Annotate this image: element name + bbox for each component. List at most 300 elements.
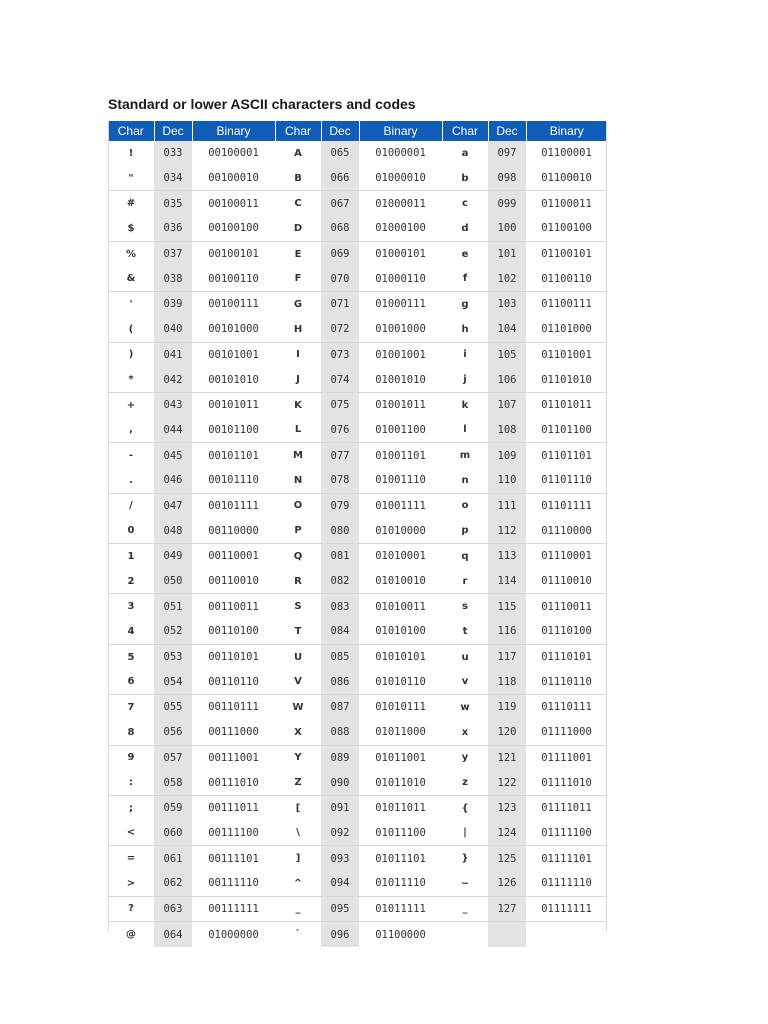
dec-cell: 093 [321, 846, 359, 871]
binary-cell: 00110001 [192, 544, 275, 569]
dec-cell: 122 [488, 770, 526, 795]
dec-cell: 074 [321, 367, 359, 392]
char-cell: s [442, 594, 488, 619]
char-cell: S [275, 594, 321, 619]
char-cell: / [108, 493, 154, 518]
char-cell: 3 [108, 594, 154, 619]
char-cell: U [275, 644, 321, 669]
dec-cell: 076 [321, 418, 359, 443]
dec-cell: 114 [488, 569, 526, 594]
dec-cell: 121 [488, 745, 526, 770]
dec-cell: 104 [488, 317, 526, 342]
binary-cell: 01101001 [526, 342, 607, 367]
dec-cell: 091 [321, 795, 359, 820]
dec-cell: 078 [321, 468, 359, 493]
char-cell: D [293, 222, 303, 234]
char-cell: p [461, 525, 469, 537]
column-header-char: Char [442, 121, 488, 141]
binary-cell: 01111011 [526, 795, 607, 820]
dec-cell: 036 [154, 216, 192, 241]
table-row [108, 216, 607, 241]
char-cell: t [462, 625, 468, 637]
table-row [108, 770, 607, 795]
table-row [108, 166, 607, 191]
char-cell: R [294, 575, 302, 587]
binary-cell: 01100000 [359, 922, 442, 947]
dec-cell: 090 [321, 770, 359, 795]
table-row [108, 443, 607, 468]
binary-cell: 01110010 [541, 575, 592, 588]
char-cell: x [461, 726, 469, 738]
table-header-row [108, 121, 607, 141]
char-cell: \ [296, 827, 300, 839]
binary-cell: 00110101 [192, 644, 275, 669]
dec-cell: 083 [321, 594, 359, 619]
binary-cell: 01011111 [359, 896, 442, 922]
dec-cell: 053 [154, 644, 192, 669]
dec-cell: 057 [154, 745, 192, 770]
char-cell: $ [127, 222, 135, 234]
char-cell: 4 [127, 625, 135, 637]
binary-cell: 01101101 [526, 443, 607, 468]
char-cell: n [461, 474, 469, 486]
binary-cell: 00111101 [192, 846, 275, 871]
char-cell: G [275, 292, 321, 317]
table-row [108, 644, 607, 669]
binary-cell: 01010111 [359, 695, 442, 720]
char-cell: f [462, 273, 468, 285]
char-cell: + [108, 392, 154, 417]
binary-cell: 01110110 [541, 675, 592, 688]
dec-cell: 042 [154, 367, 192, 392]
dec-cell: 038 [154, 266, 192, 291]
binary-cell: 00101001 [192, 342, 275, 367]
char-cell: } [442, 846, 488, 871]
char-cell: > [126, 877, 136, 889]
binary-cell: 00100001 [208, 147, 259, 160]
dec-cell: 035 [154, 191, 192, 216]
char-cell: 7 [108, 695, 154, 720]
char-cell: @ [108, 922, 154, 947]
dec-cell: 045 [154, 443, 192, 468]
dec-cell: 051 [154, 594, 192, 619]
char-cell: 2 [127, 575, 135, 587]
dec-cell: 125 [488, 846, 526, 871]
binary-cell: 01110101 [526, 644, 607, 669]
dec-cell: 063 [154, 896, 192, 922]
table-row [108, 669, 607, 694]
binary-cell: 00100110 [208, 272, 259, 285]
dec-cell: 052 [154, 619, 192, 644]
binary-cell: 01011000 [375, 726, 426, 739]
dec-cell: 116 [488, 619, 526, 644]
column-header-dec: Dec [488, 121, 526, 141]
char-cell: H [293, 323, 303, 335]
char-cell: < [126, 827, 136, 839]
binary-cell: 01111110 [541, 877, 592, 890]
dec-cell: 119 [488, 695, 526, 720]
binary-cell: 01001001 [359, 342, 442, 367]
binary-cell: 01001000 [375, 323, 426, 336]
char-cell: r [462, 575, 468, 587]
dec-cell: 033 [154, 141, 192, 166]
char-cell: 5 [108, 644, 154, 669]
char-cell: B [294, 172, 302, 184]
char-cell: 8 [127, 726, 135, 738]
binary-cell: 00101100 [208, 423, 259, 436]
table-row [108, 569, 607, 594]
table-row [108, 518, 607, 543]
dec-cell: 070 [321, 266, 359, 291]
char-cell: ? [108, 896, 154, 922]
binary-cell: 00100010 [208, 172, 259, 185]
binary-cell: 01000101 [359, 241, 442, 266]
binary-cell: 00101111 [192, 493, 275, 518]
char-cell: ` [275, 922, 321, 947]
char-cell: o [442, 493, 488, 518]
binary-cell: 00100111 [192, 292, 275, 317]
dec-cell: 044 [154, 418, 192, 443]
char-cell: L [294, 424, 302, 436]
char-cell: - [108, 443, 154, 468]
char-cell: I [275, 342, 321, 367]
dec-cell: 060 [154, 821, 192, 846]
char-cell: Z [294, 777, 302, 789]
binary-cell: 00100101 [192, 241, 275, 266]
char-cell: l [463, 424, 467, 436]
dec-cell: 094 [321, 871, 359, 896]
binary-cell: 01011001 [359, 745, 442, 770]
dec-cell: 092 [321, 821, 359, 846]
dec-cell: 080 [321, 518, 359, 543]
char-cell: | [463, 827, 467, 839]
binary-cell [526, 922, 607, 947]
binary-cell: 01001111 [359, 493, 442, 518]
table-row [108, 342, 607, 367]
table-row [108, 241, 607, 266]
dec-cell: 100 [488, 216, 526, 241]
char-cell: ! [128, 147, 134, 159]
binary-cell: 01010101 [359, 644, 442, 669]
binary-cell: 01011011 [359, 795, 442, 820]
dec-cell: 108 [488, 418, 526, 443]
binary-cell: 01000000 [192, 922, 275, 947]
dec-cell: 071 [321, 292, 359, 317]
char-cell: 6 [127, 676, 135, 688]
column-header-binary: Binary [192, 121, 275, 141]
dec-cell: 097 [488, 141, 526, 166]
table-row [108, 896, 607, 922]
dec-cell: 067 [321, 191, 359, 216]
char-cell: v [461, 676, 469, 688]
dec-cell: 118 [488, 669, 526, 694]
binary-cell: 01100111 [526, 292, 607, 317]
dec-cell: 120 [488, 720, 526, 745]
binary-cell: 01111010 [541, 776, 592, 789]
binary-cell: 00110100 [208, 625, 259, 638]
char-cell: ( [128, 323, 134, 335]
binary-cell: 00101101 [192, 443, 275, 468]
char-cell: 1 [108, 544, 154, 569]
char-cell: 0 [127, 525, 135, 537]
dec-cell: 039 [154, 292, 192, 317]
dec-cell: 058 [154, 770, 192, 795]
binary-cell: 01001011 [359, 392, 442, 417]
dec-cell: 049 [154, 544, 192, 569]
dec-cell: 095 [321, 896, 359, 922]
binary-cell: 01101110 [541, 474, 592, 487]
table-body [108, 141, 607, 947]
binary-cell: 01010010 [375, 575, 426, 588]
dec-cell: 098 [488, 166, 526, 191]
char-cell: Y [275, 745, 321, 770]
table-row [108, 720, 607, 745]
binary-cell: 01101111 [526, 493, 607, 518]
char-cell: : [129, 777, 133, 789]
char-cell: u [442, 644, 488, 669]
binary-cell: 01111000 [541, 726, 592, 739]
dec-cell: 047 [154, 493, 192, 518]
dec-cell: 054 [154, 669, 192, 694]
table-row [108, 544, 607, 569]
binary-cell: 00110010 [208, 575, 259, 588]
char-cell: C [275, 191, 321, 216]
binary-cell: 01110000 [541, 524, 592, 537]
column-header-dec: Dec [154, 121, 192, 141]
dec-cell: 115 [488, 594, 526, 619]
binary-cell: 01010011 [359, 594, 442, 619]
char-cell: 9 [108, 745, 154, 770]
table-row [108, 795, 607, 820]
char-cell: ; [108, 795, 154, 820]
binary-cell: 01011110 [375, 877, 426, 890]
binary-cell: 00101110 [208, 474, 259, 487]
dec-cell: 043 [154, 392, 192, 417]
char-cell: V [294, 676, 302, 688]
char-cell: m [442, 443, 488, 468]
binary-cell: 00101011 [192, 392, 275, 417]
char-cell: _ [275, 896, 321, 922]
char-cell: d [461, 222, 469, 234]
binary-cell: 01011100 [375, 826, 426, 839]
binary-cell: 01001110 [375, 474, 426, 487]
char-cell: X [294, 726, 302, 738]
table-row [108, 871, 607, 896]
dec-cell: 046 [154, 468, 192, 493]
char-cell: { [442, 795, 488, 820]
binary-cell: 01001010 [375, 373, 426, 386]
dec-cell: 111 [488, 493, 526, 518]
char-cell: " [128, 172, 134, 184]
char-cell: E [275, 241, 321, 266]
char-cell: a [461, 147, 469, 159]
binary-cell: 01000011 [359, 191, 442, 216]
dec-cell: 065 [321, 141, 359, 166]
char-cell: w [442, 695, 488, 720]
ascii-table [108, 121, 607, 947]
char-cell: T [294, 625, 302, 637]
binary-cell: 01010100 [375, 625, 426, 638]
binary-cell: 01011010 [375, 776, 426, 789]
binary-cell: 00110110 [208, 675, 259, 688]
dec-cell: 062 [154, 871, 192, 896]
binary-cell: 00111001 [192, 745, 275, 770]
binary-cell: 01001100 [375, 423, 426, 436]
dec-cell: 107 [488, 392, 526, 417]
dec-cell: 124 [488, 821, 526, 846]
binary-cell: 01110011 [526, 594, 607, 619]
dec-cell: 048 [154, 518, 192, 543]
binary-cell: 01010110 [375, 675, 426, 688]
dec-cell: 101 [488, 241, 526, 266]
binary-cell: 01000111 [359, 292, 442, 317]
char-cell: J [296, 374, 300, 386]
table-row [108, 191, 607, 216]
dec-cell: 117 [488, 644, 526, 669]
char-cell: % [108, 241, 154, 266]
dec-cell: 061 [154, 846, 192, 871]
char-cell: q [442, 544, 488, 569]
dec-cell: 069 [321, 241, 359, 266]
binary-cell: 00111011 [192, 795, 275, 820]
binary-cell: 01100101 [526, 241, 607, 266]
dec-cell: 127 [488, 896, 526, 922]
char-cell: # [108, 191, 154, 216]
char-cell: k [442, 392, 488, 417]
binary-cell: 00111111 [192, 896, 275, 922]
table-row [108, 266, 607, 291]
char-cell: N [293, 474, 303, 486]
char-cell: F [294, 273, 302, 285]
table-row [108, 745, 607, 770]
dec-cell: 077 [321, 443, 359, 468]
binary-cell: 00110111 [192, 695, 275, 720]
dec-cell: 088 [321, 720, 359, 745]
dec-cell: 040 [154, 317, 192, 342]
char-cell: * [128, 374, 134, 386]
table-row [108, 619, 607, 644]
dec-cell: 055 [154, 695, 192, 720]
dec-cell: 102 [488, 266, 526, 291]
dec-cell: 073 [321, 342, 359, 367]
binary-cell: 01101011 [526, 392, 607, 417]
table-row [108, 317, 607, 342]
binary-cell: 01100110 [541, 272, 592, 285]
char-cell: . [129, 474, 133, 486]
dec-cell: 087 [321, 695, 359, 720]
dec-cell: 103 [488, 292, 526, 317]
binary-cell: 00110011 [192, 594, 275, 619]
binary-cell: 01011101 [359, 846, 442, 871]
binary-cell: 01001101 [359, 443, 442, 468]
table-row [108, 292, 607, 317]
dec-cell: 056 [154, 720, 192, 745]
table-row [108, 141, 607, 166]
column-header-dec: Dec [321, 121, 359, 141]
dec-cell: 050 [154, 569, 192, 594]
char-cell: ^ [293, 877, 303, 889]
char-cell: e [442, 241, 488, 266]
page-title: Standard or lower ASCII characters and codes [108, 96, 416, 112]
char-cell: A [294, 147, 302, 159]
binary-cell: 00100011 [192, 191, 275, 216]
dec-cell: 113 [488, 544, 526, 569]
char-cell: g [442, 292, 488, 317]
dec-cell: 112 [488, 518, 526, 543]
binary-cell: 01110100 [541, 625, 592, 638]
binary-cell: 00100100 [208, 222, 259, 235]
char-cell: P [294, 525, 302, 537]
table-row [108, 367, 607, 392]
char-cell: ) [108, 342, 154, 367]
char-cell: , [129, 424, 133, 436]
char-cell: [ [275, 795, 321, 820]
char-cell: _ [442, 896, 488, 922]
dec-cell: 034 [154, 166, 192, 191]
char-cell: M [275, 443, 321, 468]
dec-cell: 085 [321, 644, 359, 669]
binary-cell: 01101000 [541, 323, 592, 336]
dec-cell: 037 [154, 241, 192, 266]
dec-cell: 099 [488, 191, 526, 216]
binary-cell: 00101000 [208, 323, 259, 336]
dec-cell: 089 [321, 745, 359, 770]
binary-cell: 01100010 [541, 172, 592, 185]
char-cell: O [275, 493, 321, 518]
table-row [108, 468, 607, 493]
binary-cell: 01111100 [541, 826, 592, 839]
char-cell: b [461, 172, 469, 184]
table-row [108, 392, 607, 417]
dec-cell: 105 [488, 342, 526, 367]
binary-cell: 00111010 [208, 776, 259, 789]
binary-cell: 01000001 [375, 147, 426, 160]
binary-cell: 01010000 [375, 524, 426, 537]
dec-cell: 126 [488, 871, 526, 896]
binary-cell: 01111101 [526, 846, 607, 871]
table-row [108, 594, 607, 619]
dec-cell: 123 [488, 795, 526, 820]
binary-cell: 01100100 [541, 222, 592, 235]
dec-cell: 084 [321, 619, 359, 644]
dec-cell: 064 [154, 922, 192, 947]
binary-cell: 00111100 [208, 826, 259, 839]
char-cell: z [462, 777, 468, 789]
char-cell [442, 922, 488, 947]
char-cell: i [442, 342, 488, 367]
binary-cell: 00101010 [208, 373, 259, 386]
char-cell: K [275, 392, 321, 417]
dec-cell: 109 [488, 443, 526, 468]
dec-cell: 068 [321, 216, 359, 241]
binary-cell: 01000100 [375, 222, 426, 235]
char-cell: c [442, 191, 488, 216]
char-cell: ] [275, 846, 321, 871]
binary-cell: 00110000 [208, 524, 259, 537]
char-cell: j [463, 374, 467, 386]
char-cell: ~ [460, 877, 470, 889]
char-cell: y [442, 745, 488, 770]
binary-cell: 00111110 [208, 877, 259, 890]
dec-cell: 081 [321, 544, 359, 569]
char-cell: & [126, 273, 136, 285]
dec-cell: 066 [321, 166, 359, 191]
binary-cell: 01111111 [526, 896, 607, 922]
dec-cell: 082 [321, 569, 359, 594]
dec-cell: 079 [321, 493, 359, 518]
table-row [108, 821, 607, 846]
dec-cell: 072 [321, 317, 359, 342]
